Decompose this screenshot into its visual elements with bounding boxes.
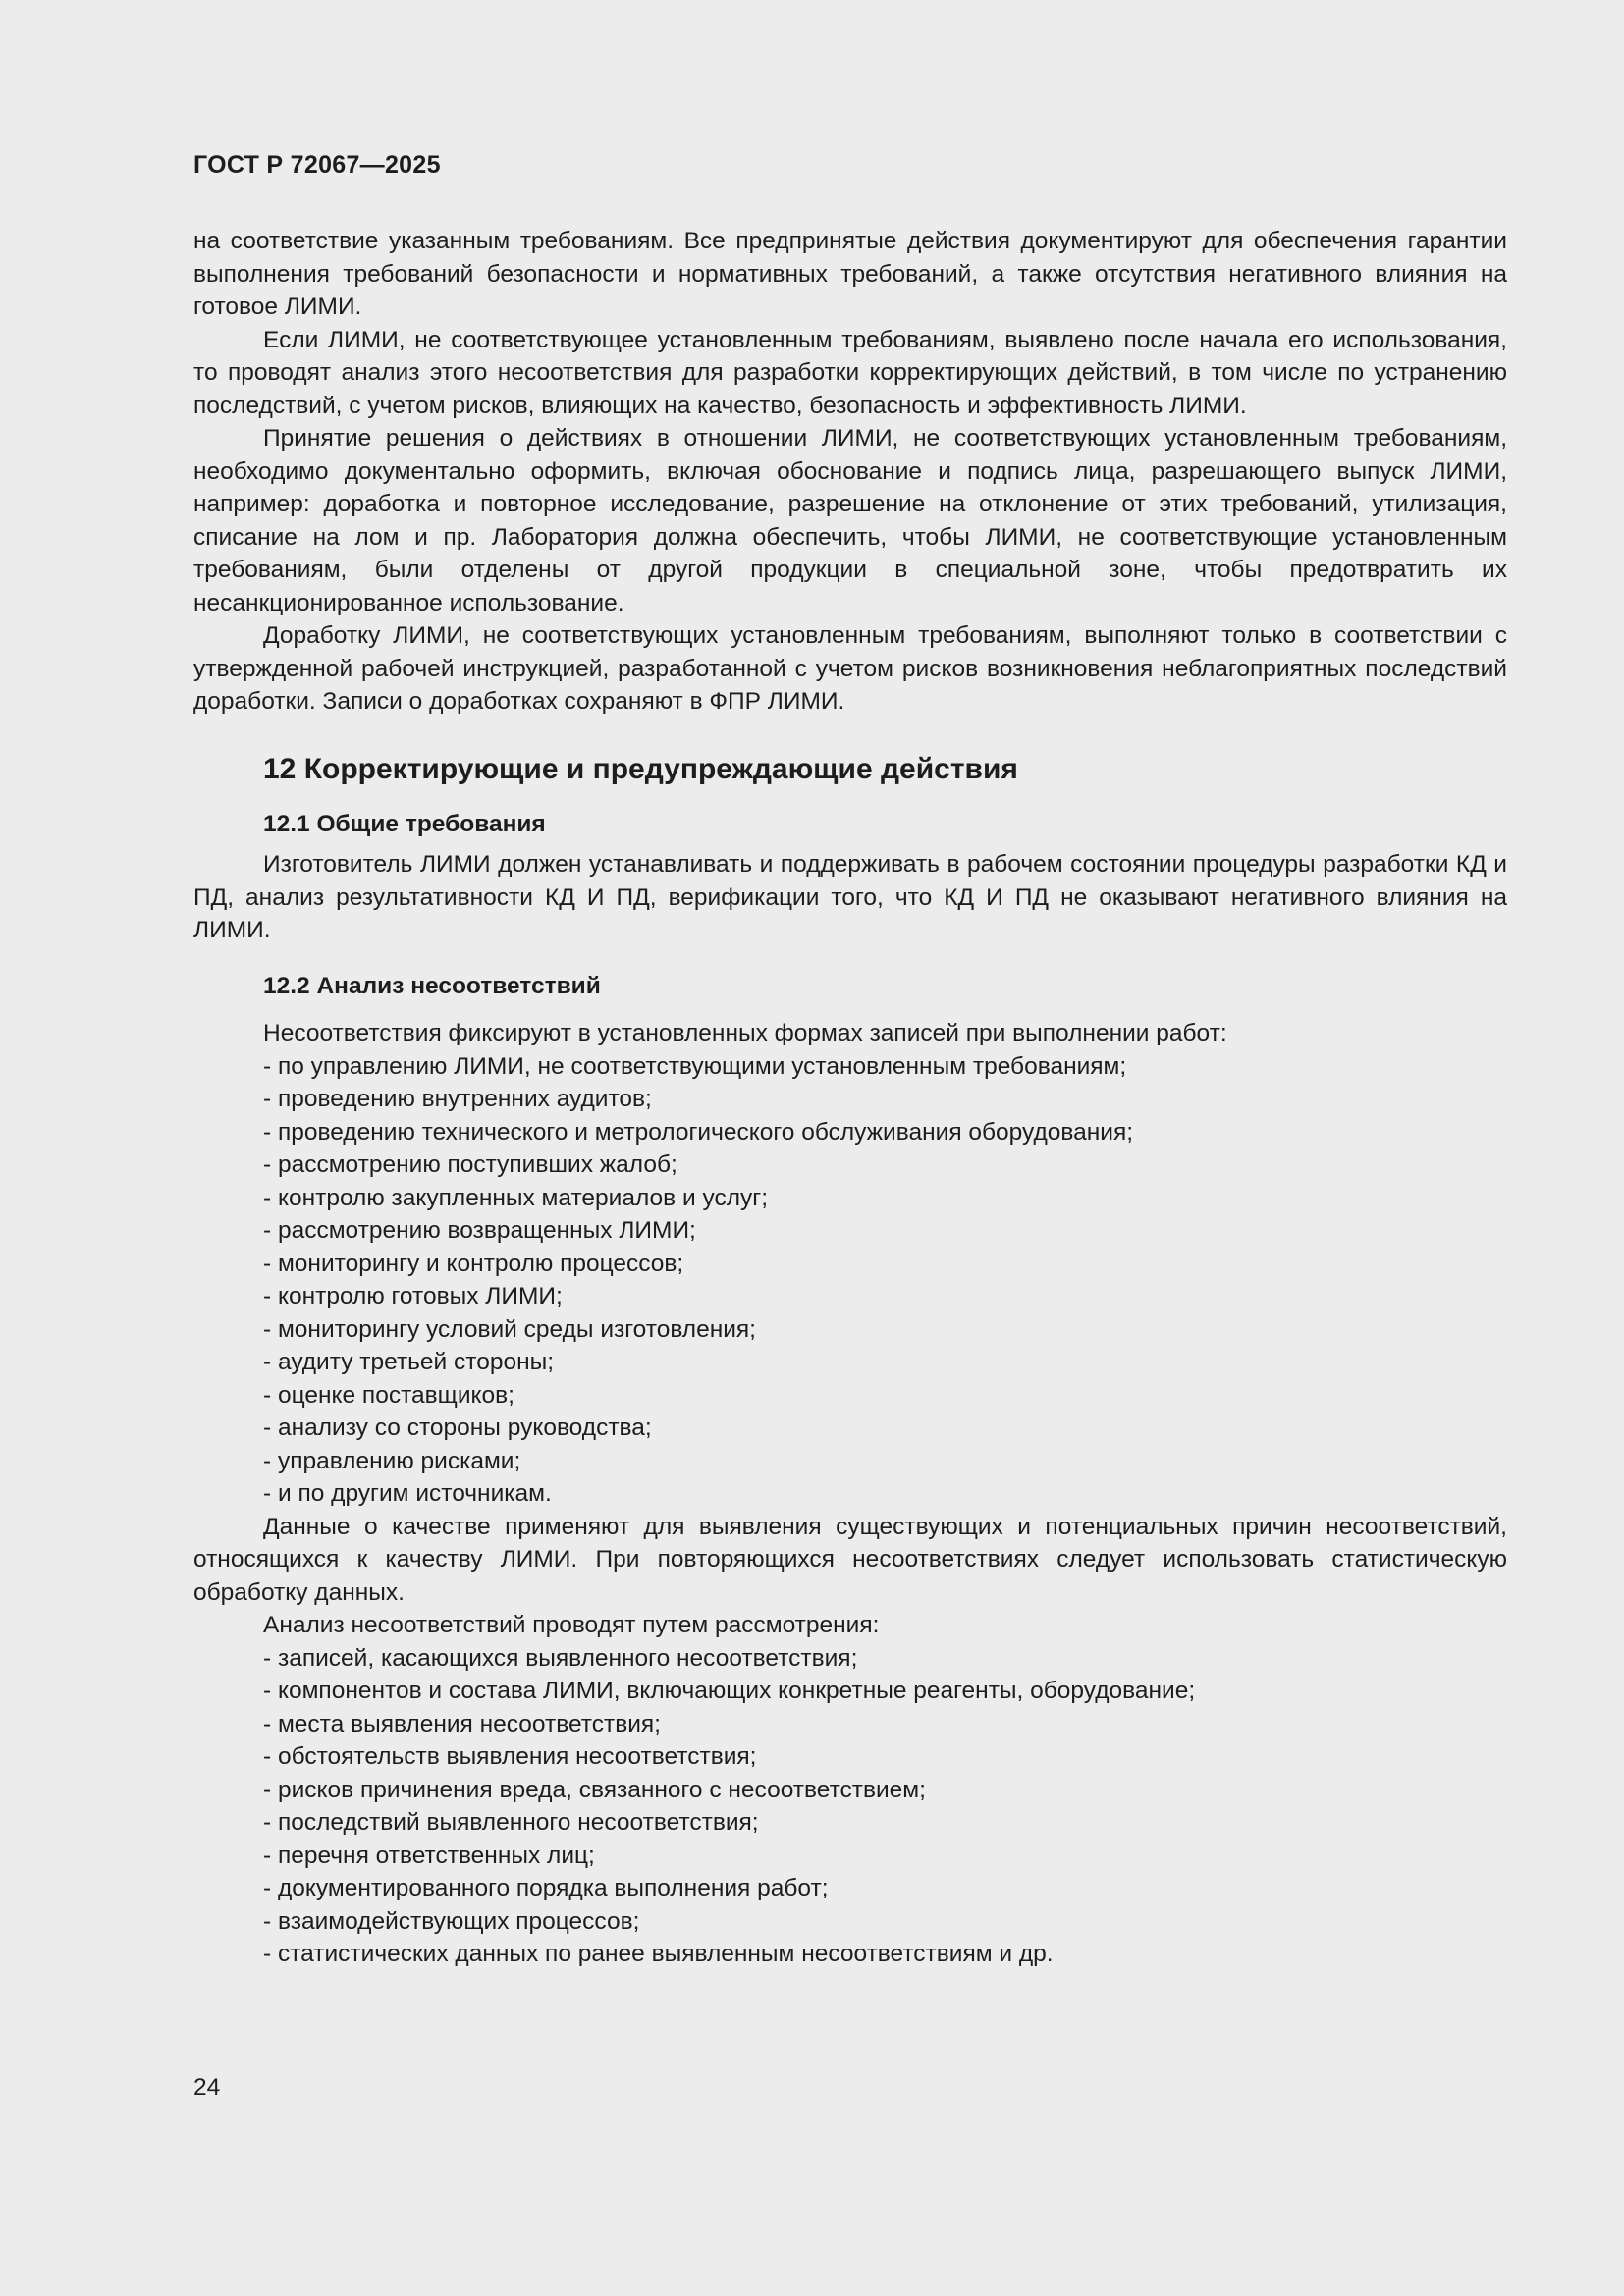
paragraph: Изготовитель ЛИМИ должен устанавливать и поддерживать в рабочем состоянии процедуры разработки КД и ПД, анализ результативности КД И ПД, верификации того, что КД И ПД не оказывают негативного влияния на ЛИМИ. (193, 851, 1507, 943)
list-item: - рассмотрению поступивших жалоб; (263, 1151, 677, 1178)
list-item: - статистических данных по ранее выявленным несоответствиям и др. (263, 1941, 1054, 1967)
list-item: - последствий выявленного несоответствия; (263, 1809, 759, 1836)
list-item: - перечня ответственных лиц; (263, 1842, 595, 1869)
list-item: - аудиту третьей стороны; (263, 1349, 555, 1375)
list-item: - компонентов и состава ЛИМИ, включающих конкретные реагенты, оборудование; (263, 1678, 1196, 1704)
analysis-items-list (193, 1642, 1507, 1971)
nonconformity-sources-list (193, 1050, 1507, 1511)
list-item: - контролю закупленных материалов и услуг; (263, 1184, 769, 1211)
page-number: 24 (193, 2074, 221, 2101)
list-item: - анализу со стороны руководства; (263, 1415, 652, 1441)
list-item: - по управлению ЛИМИ, не соответствующими установленным требованиям; (263, 1052, 1127, 1080)
paragraph: Если ЛИМИ, не соответствующее установленным требованиям, выявлено после начала его использования, то проводят анализ этого несоответствия для разработки корректирующих действий, в том числе по устранению последствий, с учетом рисков, влияющих на качество, безопасность и эффективность ЛИМИ. (193, 326, 1507, 419)
list-item: - проведению технического и метрологического обслуживания оборудования; (263, 1118, 1134, 1146)
list-item: - и по другим источникам. (263, 1480, 552, 1507)
subsection-title: 12.1 Общие требования (263, 810, 546, 837)
paragraph: на соответствие указанным требованиям. Все предпринятые действия документируют для обеспечения гарантии выполнения требований безопасности и нормативных требований, а также отсутствия негативного влияния на готовое ЛИМИ. (193, 228, 1507, 320)
list-item: - управлению рисками; (263, 1447, 521, 1474)
paragraph: Доработку ЛИМИ, не соответствующих установленным требованиям, выполняют только в соответствии с утвержденной рабочей инструкцией, разработанной с учетом рисков возникновения неблагоприятных последствий доработки. Записи о доработках сохраняют в ФПР ЛИМИ. (193, 622, 1507, 715)
document-header: ГОСТ Р 72067—2025 (193, 151, 441, 179)
section-title: 12 Корректирующие и предупреждающие действия (263, 752, 1018, 785)
list-item: - обстоятельств выявления несоответствия; (263, 1743, 757, 1770)
list-item: - документированного порядка выполнения работ; (263, 1875, 829, 1901)
paragraph: Данные о качестве применяют для выявления существующих и потенциальных причин несоответствий, относящихся к качеству ЛИМИ. При повторяющихся несоответствиях следует использовать статистическую обработку данных. (193, 1513, 1507, 1606)
list-item: - оценке поставщиков; (263, 1381, 514, 1409)
list-item: - мониторингу условий среды изготовления; (263, 1315, 756, 1343)
list-item: - места выявления несоответствия; (263, 1710, 661, 1737)
list-item: - рисков причинения вреда, связанного с несоответствием; (263, 1776, 926, 1803)
list-intro: Несоответствия фиксируют в установленных формах записей при выполнении работ: (263, 1020, 1227, 1046)
list-item: - мониторингу и контролю процессов; (263, 1250, 684, 1277)
list-item: - проведению внутренних аудитов; (263, 1086, 652, 1112)
list-intro: Анализ несоответствий проводят путем рассмотрения: (263, 1612, 880, 1638)
list-item: - записей, касающихся выявленного несоответствия; (263, 1644, 858, 1672)
list-item: - контролю готовых ЛИМИ; (263, 1283, 563, 1309)
list-item: - рассмотрению возвращенных ЛИМИ; (263, 1217, 696, 1244)
subsection-title: 12.2 Анализ несоответствий (263, 972, 601, 999)
paragraph: Принятие решения о действиях в отношении ЛИМИ, не соответствующих установленным требованиям, необходимо документально оформить, включая обоснование и подпись лица, разрешающего выпуск ЛИМИ, например: доработка и повторное исследование, разрешение на отклонение от этих требований, утилизация, списание на лом и пр. Лаборатория должна обеспечить, чтобы ЛИМИ, не соответствующие установленным требованиям, были отделены от другой продукции в специальной зоне, чтобы предотвратить их несанкционированное использование. (193, 425, 1507, 616)
document-body (193, 225, 1507, 1971)
list-item: - взаимодействующих процессов; (263, 1907, 640, 1935)
